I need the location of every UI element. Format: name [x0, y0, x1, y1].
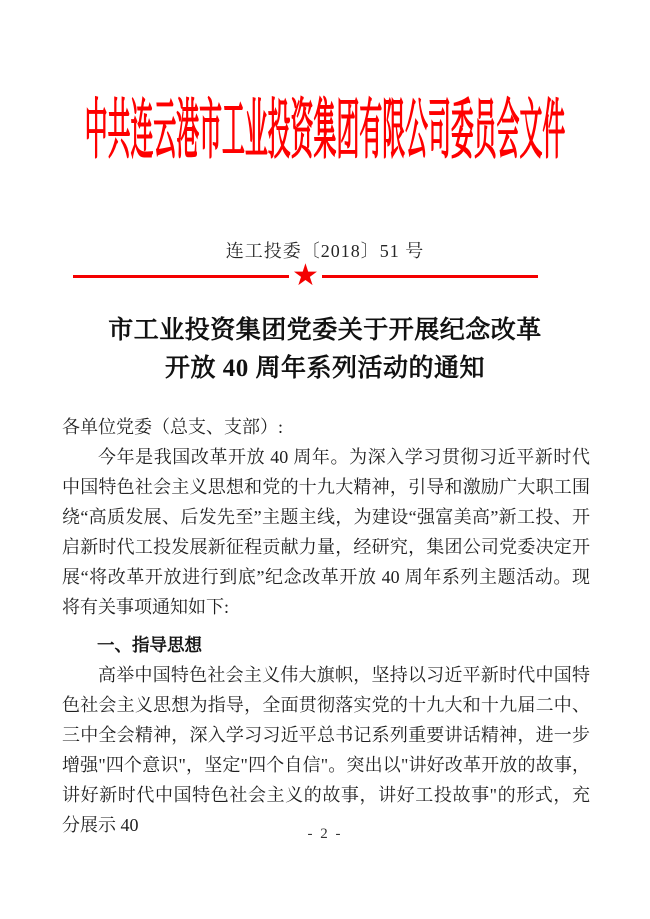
divider-line-right [322, 275, 538, 278]
paragraph-intro: 今年是我国改革开放 40 周年。为深入学习贯彻习近平新时代中国特色社会主义思想和党的十九大精神，引导和激励广大职工围绕“高质发展、后发先至”主题主线，为建设“强富美高”新工投、开启新时代工投发展新征程贡献力量，经研究，集团公司党委决定开展“将改革开放进行到底”纪念改革开放 40 周年系列主题活动。现将有关事项通知如下: [62, 447, 590, 617]
letterhead-org-title: 中共连云港市工业投资集团有限公司委员会文件 [84, 94, 566, 167]
document-body [62, 412, 590, 840]
salutation: 各单位党委（总支、支部）: [62, 417, 283, 437]
header-divider [73, 258, 538, 293]
notice-title-line1: 市工业投资集团党委关于开展纪念改革 [108, 317, 542, 344]
doc-number: 连工投委〔2018〕51 号 [225, 241, 425, 261]
divider-line-left [73, 275, 289, 278]
page-number: - 2 - [307, 826, 343, 842]
section-heading-guiding-ideology: 一、指导思想 [97, 635, 202, 655]
letterhead [0, 92, 650, 167]
notice-title [0, 312, 650, 388]
notice-title-line2: 开放 40 周年系列活动的通知 [164, 355, 485, 382]
star-icon: ★ [292, 258, 319, 293]
paragraph-guiding-ideology: 高举中国特色社会主义伟大旗帜，坚持以习近平新时代中国特色社会主义思想为指导，全面贯彻落实党的十九大和十九届二中、三中全会精神，深入学习习近平总书记系列重要讲话精神，进一步增强"四个意识"，坚定"四个自信"。突出以"讲好改革开放的故事，讲好新时代中国特色社会主义的故事，讲好工投故事"的形式，充分展示 40 [62, 665, 590, 835]
